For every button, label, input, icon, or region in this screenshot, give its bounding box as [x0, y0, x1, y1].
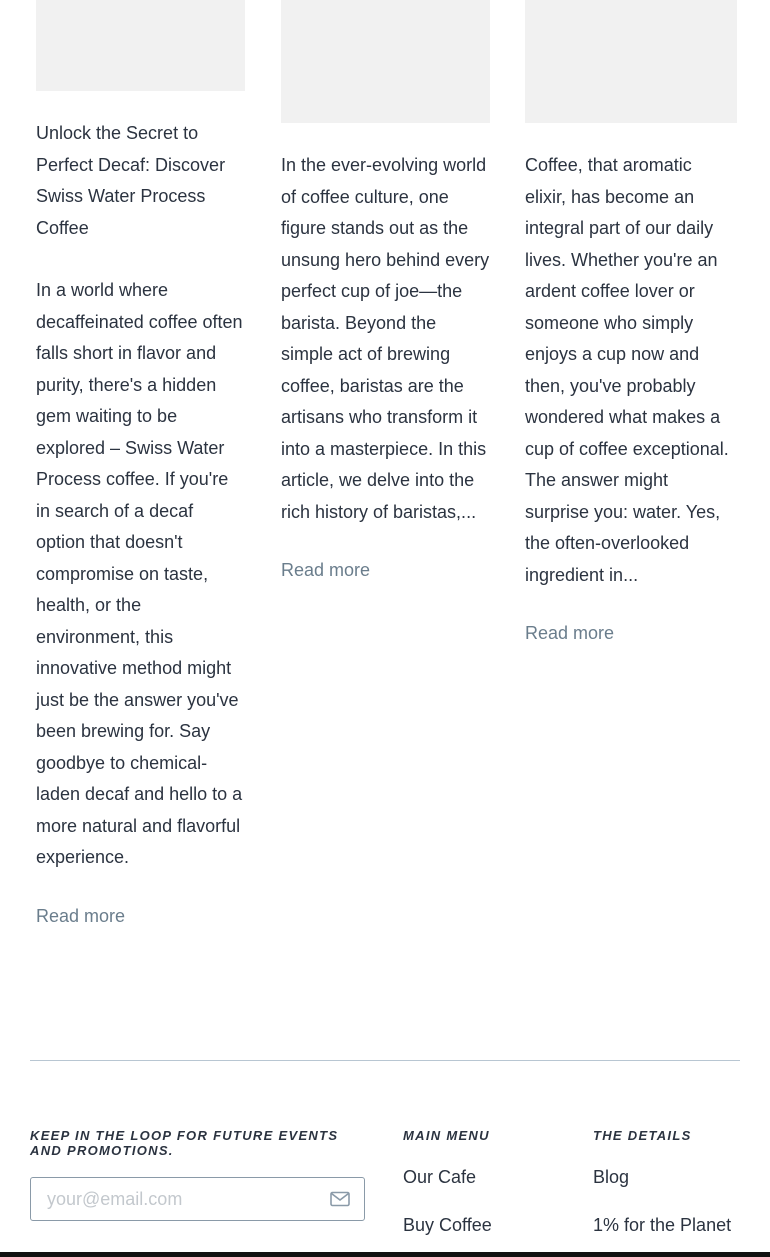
article-thumbnail[interactable] [36, 0, 245, 91]
article-card-water [525, 0, 737, 650]
newsletter-heading: KEEP IN THE LOOP FOR FUTURE EVENTS AND PROMOTIONS. [30, 1128, 339, 1158]
article-title[interactable]: Unlock the Secret to Perfect Decaf: Discover Swiss Water Process Coffee [36, 123, 226, 238]
newsletter-form [30, 1177, 365, 1221]
bottom-bar [0, 1252, 770, 1257]
article-card-barista [281, 0, 490, 587]
article-thumbnail[interactable] [281, 0, 490, 123]
email-input[interactable] [31, 1178, 330, 1220]
footer-link-blog[interactable]: Blog [593, 1167, 630, 1187]
article-card-swiss-water [36, 0, 245, 932]
mail-icon[interactable] [330, 1190, 352, 1208]
article-excerpt: In a world where decaffeinated coffee often falls short in flavor and purity, there's a hidden gem waiting to be explored – Swiss Water Process coffee. If you're in search of a decaf option that doesn't compromise on taste, health, or the environment, this innovative method might just be the answer you've been brewing for. Say goodbye to chemical-laden decaf and hello to a more natural and flavorful experience. [36, 280, 243, 867]
main-menu-heading: MAIN MENU [403, 1128, 490, 1143]
footer-link-our-cafe[interactable]: Our Cafe [403, 1167, 477, 1187]
article-excerpt: Coffee, that aromatic elixir, has become an integral part of our daily lives. Whether you're an ardent coffee lover or someone who simply enjoys a cup now and then, you've probably wondered what makes a cup of coffee exceptional. The answer might surprise you: water. Yes, the often-overlooked ingredient in... [525, 155, 729, 585]
footer-divider [30, 1060, 740, 1061]
read-more-link[interactable]: Read more [525, 623, 615, 643]
read-more-link[interactable]: Read more [36, 905, 126, 926]
footer-link-one-percent[interactable]: 1% for the Planet [593, 1215, 732, 1235]
footer-link-buy-coffee[interactable]: Buy Coffee [403, 1215, 492, 1235]
article-thumbnail[interactable] [525, 0, 737, 123]
read-more-link[interactable]: Read more [281, 560, 371, 580]
details-heading: THE DETAILS [593, 1128, 692, 1143]
article-excerpt: In the ever-evolving world of coffee culture, one figure stands out as the unsung hero behind every perfect cup of joe—the barista. Beyond the simple act of brewing coffee, baristas are the artisans who transform it into a masterpiece. In this article, we delve into the rich history of baristas,... [281, 155, 490, 522]
